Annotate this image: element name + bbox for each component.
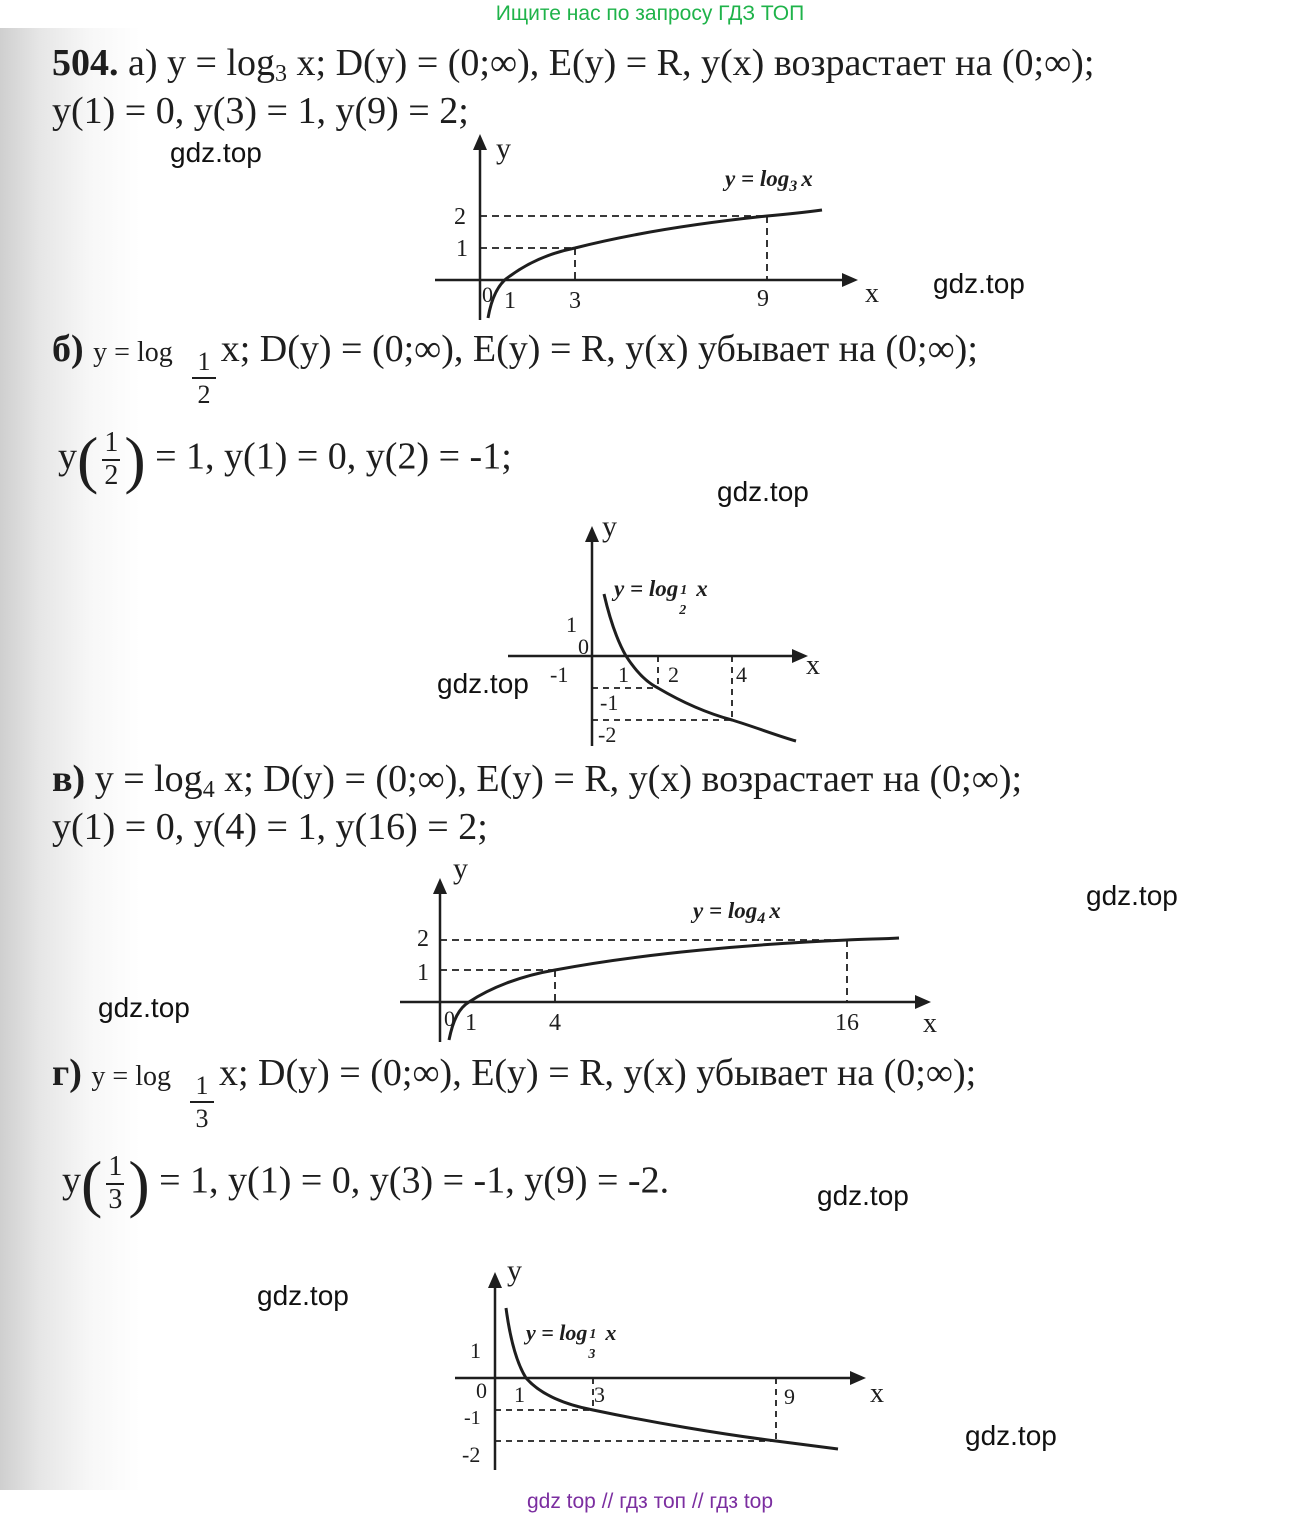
graph-b-ytick-minus1: -1 xyxy=(600,690,619,715)
part-b-base-fraction: 1 2 xyxy=(192,346,216,410)
watermark: gdz.top xyxy=(98,992,190,1023)
watermark: gdz.top xyxy=(965,1420,1057,1451)
graph-c-xtick-1: 1 xyxy=(465,1010,477,1036)
graph-c-xtick-16: 16 xyxy=(835,1010,859,1036)
part-c-label: в) xyxy=(52,758,86,800)
part-d-values-prefix: y xyxy=(62,1159,81,1202)
curve-log4 xyxy=(449,938,899,1040)
graph-d-curve-label: y = log 1 3x xyxy=(526,1320,617,1362)
part-a-label: а) xyxy=(128,42,158,84)
graph-b-curve-label: y = log 1 2x xyxy=(614,576,708,618)
part-a-line-2: y(1) = 0, y(3) = 1, y(9) = 2; xyxy=(52,90,469,132)
graph-b-x-label: x xyxy=(806,650,820,681)
part-d-values: y( $\frac{1}{3}$ ) = 1, y(1) = 0, y(3) = -1, y(9) = -2. xyxy=(62,1148,670,1219)
graph-a xyxy=(430,130,879,325)
graph-a-xtick-0: 0 xyxy=(482,282,493,307)
graph-c-xtick-4: 4 xyxy=(549,1010,561,1036)
graph-b-xtick-0: 0 xyxy=(578,634,589,659)
part-d-arg-fraction: $\frac{1}{3}$ xyxy=(108,1151,123,1215)
part-b-arg-fraction: $\frac{1}{2}$ xyxy=(104,427,119,491)
graph-c-ytick-2: 2 xyxy=(417,926,429,952)
graph-a-ytick-1: 1 xyxy=(456,236,468,262)
part-a-func: y = log xyxy=(167,42,276,84)
graph-c-xtick-0: 0 xyxy=(444,1006,455,1031)
part-a-line-1 xyxy=(52,44,1094,86)
part-c-base: 4 xyxy=(202,777,215,803)
part-b-values-rest: = 1, y(1) = 0, y(2) = -1; xyxy=(155,435,512,478)
part-a-base: 3 xyxy=(275,61,288,87)
problem-number: 504. xyxy=(52,42,119,84)
part-a-rest: x; D(y) = (0;∞), E(y) = R, y(x) возрастает на (0;∞); xyxy=(287,42,1095,84)
part-d-label: г) xyxy=(52,1052,82,1094)
part-d-values-rest: = 1, y(1) = 0, y(3) = -1, y(9) = -2. xyxy=(159,1159,670,1202)
part-d-func: y = log xyxy=(91,1061,171,1092)
part-d-base-fraction: 1 3 xyxy=(190,1070,214,1134)
graph-d-ytick-minus1: -1 xyxy=(464,1407,481,1429)
watermark: gdz.top xyxy=(717,476,809,507)
graph-c-x-label: x xyxy=(923,1008,937,1039)
graph-d-xtick-1: 1 xyxy=(514,1382,525,1407)
watermark: gdz.top xyxy=(170,137,262,168)
graph-b-ytick-minus2: -2 xyxy=(598,722,617,747)
graph-d-ytick-1: 1 xyxy=(470,1338,481,1363)
watermark: gdz.top xyxy=(257,1280,349,1311)
footer-links[interactable]: gdz top // гдз топ // гдз top xyxy=(526,1490,774,1513)
part-b-func: y = log xyxy=(93,337,173,368)
graph-a-curve-label: $y = \log_3 x$ xyxy=(725,166,813,195)
graph-d-xtick-3: 3 xyxy=(594,1382,605,1407)
graph-b-y-label: y xyxy=(602,510,617,543)
graph-c-ytick-1: 1 xyxy=(417,960,429,986)
graph-d-xtick-9: 9 xyxy=(784,1384,795,1409)
graph-a-ytick-2: 2 xyxy=(454,204,466,230)
part-c-rest: x; D(y) = (0;∞), E(y) = R, y(x) возрастает на (0;∞); xyxy=(214,758,1023,800)
graph-b-xtick-4: 4 xyxy=(736,662,747,687)
graph-b-xtick-2: 2 xyxy=(668,662,679,687)
graph-a-xtick-3: 3 xyxy=(569,288,581,314)
header-search-link[interactable]: Ищите нас по запросу ГДЗ ТОП xyxy=(495,2,805,25)
curve-log3 xyxy=(488,210,822,318)
graph-c-y-label: y xyxy=(453,852,468,885)
graph-a-x-label: x xyxy=(865,278,879,309)
part-b-label: б) xyxy=(52,328,84,370)
graph-d xyxy=(450,1254,900,1473)
curve-log-half xyxy=(604,594,796,741)
watermark: gdz.top xyxy=(933,268,1025,299)
graph-d-x-label: x xyxy=(870,1378,884,1409)
part-c-line-1 xyxy=(52,760,1022,802)
watermark: gdz.top xyxy=(437,668,529,699)
graph-d-xtick-0: 0 xyxy=(476,1378,487,1403)
graph-d-y-label: y xyxy=(507,1254,522,1287)
graph-b-xtick-minus1: -1 xyxy=(550,662,569,687)
graph-c xyxy=(395,850,945,1045)
part-c-func: y = log xyxy=(94,758,203,800)
part-c-line-2: y(1) = 0, y(4) = 1, y(16) = 2; xyxy=(52,806,488,848)
part-b-rest: x; D(y) = (0;∞), E(y) = R, y(x) убывает на (0;∞); xyxy=(220,328,978,370)
part-b-values: y( $\frac{1}{2}$ ) = 1, y(1) = 0, y(2) = -1; xyxy=(58,424,512,495)
graph-b-xtick-1: 1 xyxy=(618,662,629,687)
part-b-line-1 xyxy=(52,330,978,368)
watermark: gdz.top xyxy=(1086,880,1178,911)
part-d-rest: x; D(y) = (0;∞), E(y) = R, y(x) убывает на (0;∞); xyxy=(219,1052,977,1094)
part-b-values-prefix: y xyxy=(58,435,77,478)
graph-b-ytick-1: 1 xyxy=(566,612,577,637)
graph-a-y-label: y xyxy=(496,132,511,165)
graph-b xyxy=(500,510,830,750)
graph-a-xtick-9: 9 xyxy=(757,286,769,312)
graph-c-curve-label: $y = \log_4 x$ xyxy=(693,898,781,927)
graph-d-ytick-minus2: -2 xyxy=(462,1442,481,1467)
watermark: gdz.top xyxy=(817,1180,909,1211)
graph-a-xtick-1: 1 xyxy=(504,288,516,314)
